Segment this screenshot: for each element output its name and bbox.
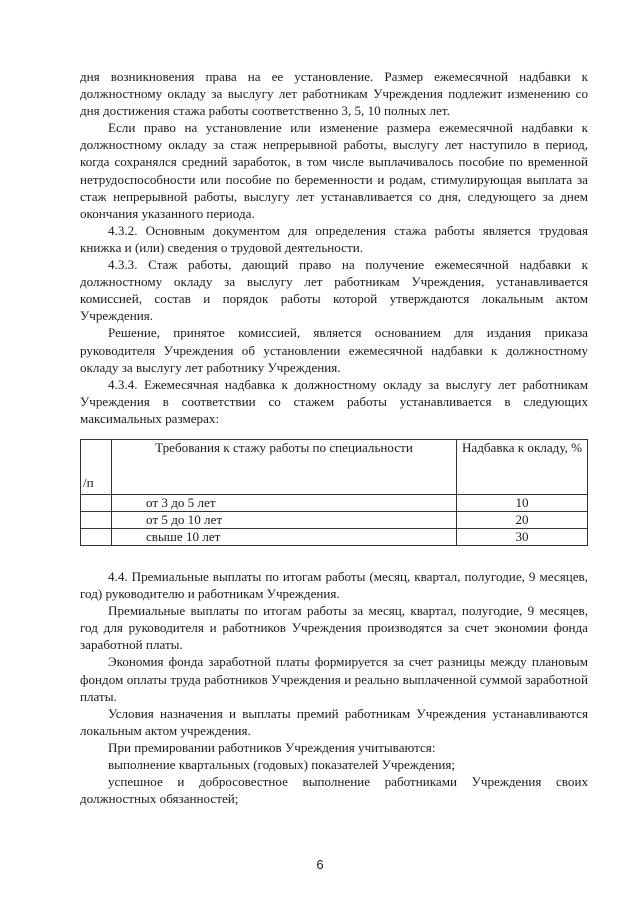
paragraph: выполнение квартальных (годовых) показателей Учреждения; — [108, 757, 455, 772]
seniority-bonus-table — [80, 439, 588, 546]
paragraphs-bottom — [80, 568, 588, 807]
paragraph: дня возникновения права на ее установление. Размер ежемесячной надбавки к должностному окладу за выслугу лет работникам Учреждения подлежит изменению со дня достижения стажа работы соответственно 3, 5, 10 полных лет. — [80, 69, 588, 119]
row-requirement-cell: от 5 до 10 лет — [112, 511, 457, 528]
table-row — [81, 528, 588, 545]
paragraph: 4.3.2. Основным документом для определения стажа работы является трудовая книжка и (или) сведения о трудовой деятельности. — [80, 222, 588, 255]
seniority-table-wrap — [80, 439, 588, 546]
row-bonus-cell: 30 — [457, 528, 588, 545]
document-body — [80, 68, 588, 807]
table-header-row — [81, 439, 588, 494]
header-num-cell: /п — [81, 439, 112, 494]
table-row — [81, 494, 588, 511]
row-num-cell — [81, 528, 112, 545]
paragraph: Условия назначения и выплаты премий работникам Учреждения устанавливаются локальным актом учреждения. — [80, 705, 588, 738]
row-bonus-cell: 10 — [457, 494, 588, 511]
paragraph: успешное и добросовестное выполнение работниками Учреждения своих должностных обязанностей; — [80, 774, 588, 807]
paragraph: Если право на установление или изменение размера ежемесячной надбавки к должностному окладу за стаж непрерывной работы, выслугу лет наступило в период, когда сохранялся средний заработок, в том числе выплачивалось пособие по временной нетрудоспособности или пособие по беременности и родам, стимулирующая выплата за стаж непрерывной работы, выслугу лет устанавливается со дня, следующего за днем окончания указанного периода. — [80, 120, 588, 221]
paragraph: Экономия фонда заработной платы формируется за счет разницы между плановым фондом оплаты труда работников Учреждения и реально выплаченной суммой заработной платы. — [80, 654, 588, 704]
table-row — [81, 511, 588, 528]
header-bonus-cell: Надбавка к окладу, % — [457, 439, 588, 494]
paragraph: Премиальные выплаты по итогам работы за месяц, квартал, полугодие, 9 месяцев, год для руководителя и работников Учреждения производятся за счет экономии фонда заработной платы. — [80, 603, 588, 653]
paragraph: Решение, принятое комиссией, является основанием для издания приказа руководителя Учреждения об установлении ежемесячной надбавки к должностному окладу за выслугу лет работнику Учреждения. — [80, 325, 588, 375]
row-requirement-cell: от 3 до 5 лет — [112, 494, 457, 511]
page-number: 6 — [316, 857, 324, 872]
paragraphs-top — [80, 68, 588, 427]
paragraph: При премировании работников Учреждения учитываются: — [108, 739, 436, 755]
paragraph: 4.3.3. Стаж работы, дающий право на получение ежемесячной надбавки к должностному окладу за выслугу лет работникам Учреждения, устанавливается комиссией, состав и порядок работы которой утверждаются локальным актом Учреждения. — [80, 257, 588, 324]
row-bonus-cell: 20 — [457, 511, 588, 528]
paragraph: 4.4. Премиальные выплаты по итогам работы (месяц, квартал, полугодие, 9 месяцев, год) руководителю и работникам Учреждения. — [80, 568, 588, 602]
header-requirement-cell: Требования к стажу работы по специальности — [112, 439, 457, 494]
row-requirement-cell: свыше 10 лет — [112, 528, 457, 545]
row-num-cell — [81, 511, 112, 528]
paragraph: 4.3.4. Ежемесячная надбавка к должностному окладу за выслугу лет работникам Учреждения в соответствии со стажем работы устанавливается в следующих максимальных размерах: — [80, 376, 588, 426]
row-num-cell — [81, 494, 112, 511]
